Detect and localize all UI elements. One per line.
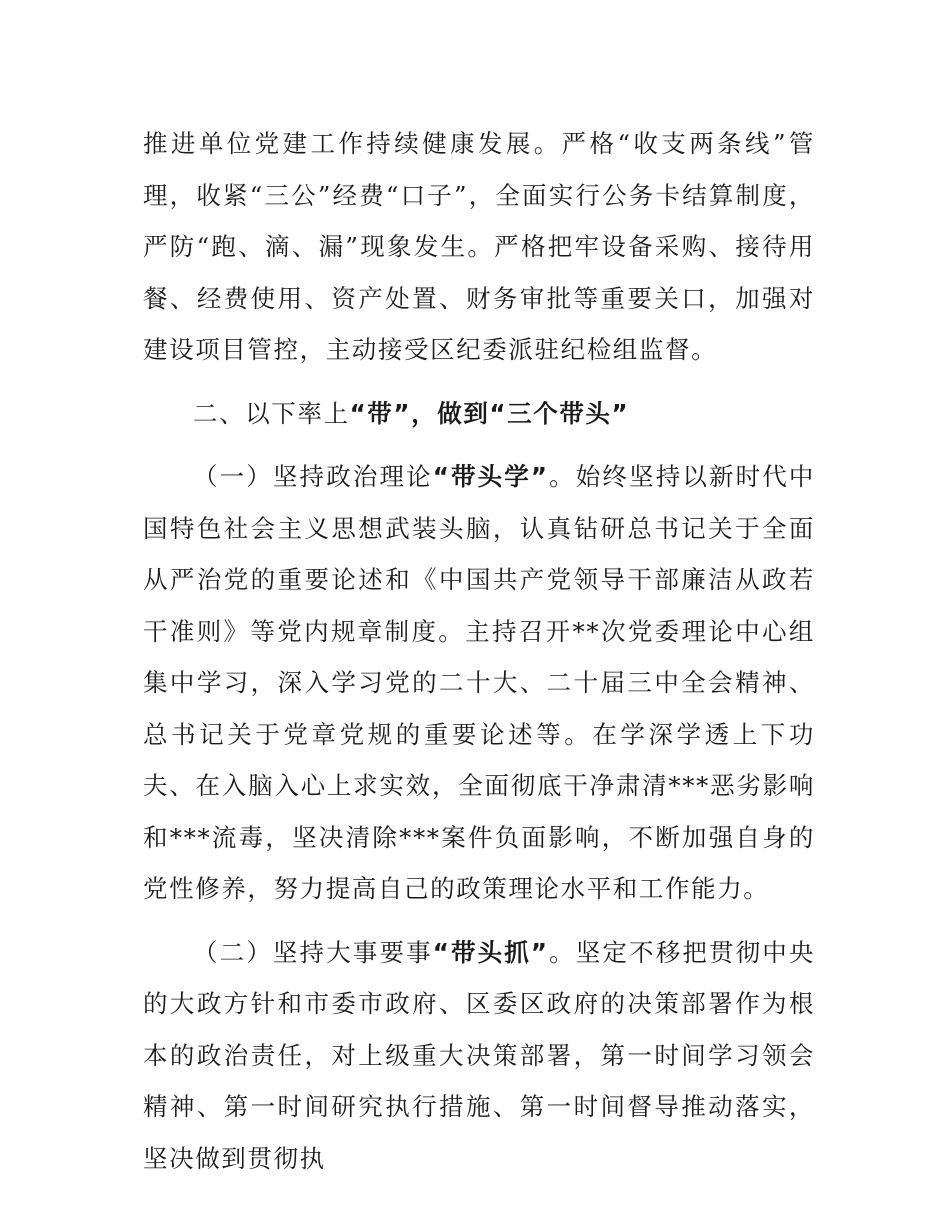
- p3-body: 。坚定不移把贯彻中央的大政方针和市委市政府、区委区政府的决策部署作为根本的政治责任，对上级重大决策部署，第一时间学习领会精神、第一时间研究执行措施、第一时间督导推动落实，坚决做到贯彻执: [143, 937, 815, 1173]
- p2-body: 。始终坚持以新时代中国特色社会主义思想武装头脑，认真钻研总书记关于全面从严治党的重要论述和《中国共产党领导干部廉洁从政若干准则》等党内规章制度。主持召开**次党委理论中心组集中学习，深入学习党的二十大、二十届三中全会精神、总书记关于党章党规的重要论述等。在学深学透上下功夫、在入脑入心上求实效，全面彻底干净肃清***恶劣影响和***流毒，坚决清除***案件负面影响，不断加强自身的党性修养，努力提高自己的政策理论水平和工作能力。: [143, 462, 815, 903]
- paragraph-gap: [143, 915, 815, 927]
- paragraph-major-affairs: [143, 927, 815, 1185]
- section-heading: [143, 388, 815, 440]
- document-page: [143, 118, 815, 1184]
- p3-bold-keyword: “带头抓”: [432, 937, 549, 967]
- heading-bold-dai: “带”，: [349, 398, 438, 428]
- heading-bold-three: “三个带头”: [489, 398, 630, 428]
- paragraph-gap: [143, 439, 815, 451]
- paragraph-gap: [143, 376, 815, 388]
- heading-mid: 做到: [437, 398, 490, 428]
- p2-prefix: （一）坚持政治理论: [193, 462, 433, 491]
- p2-bold-keyword: “带头学”: [432, 462, 549, 491]
- heading-prefix: 二、以下率上: [193, 398, 350, 428]
- p3-prefix: （二）坚持大事要事: [193, 937, 433, 967]
- paragraph-party-building: 推进单位党建工作持续健康发展。严格“收支两条线”管理，收紧“三公”经费“口子”，全面实行公务卡结算制度，严防“跑、滴、漏”现象发生。严格把牢设备采购、接待用餐、经费使用、资产处置、财务审批等重要关口，加强对建设项目管控，主动接受区纪委派驻纪检组监督。: [143, 129, 815, 364]
- paragraph-theory-study: [143, 451, 815, 915]
